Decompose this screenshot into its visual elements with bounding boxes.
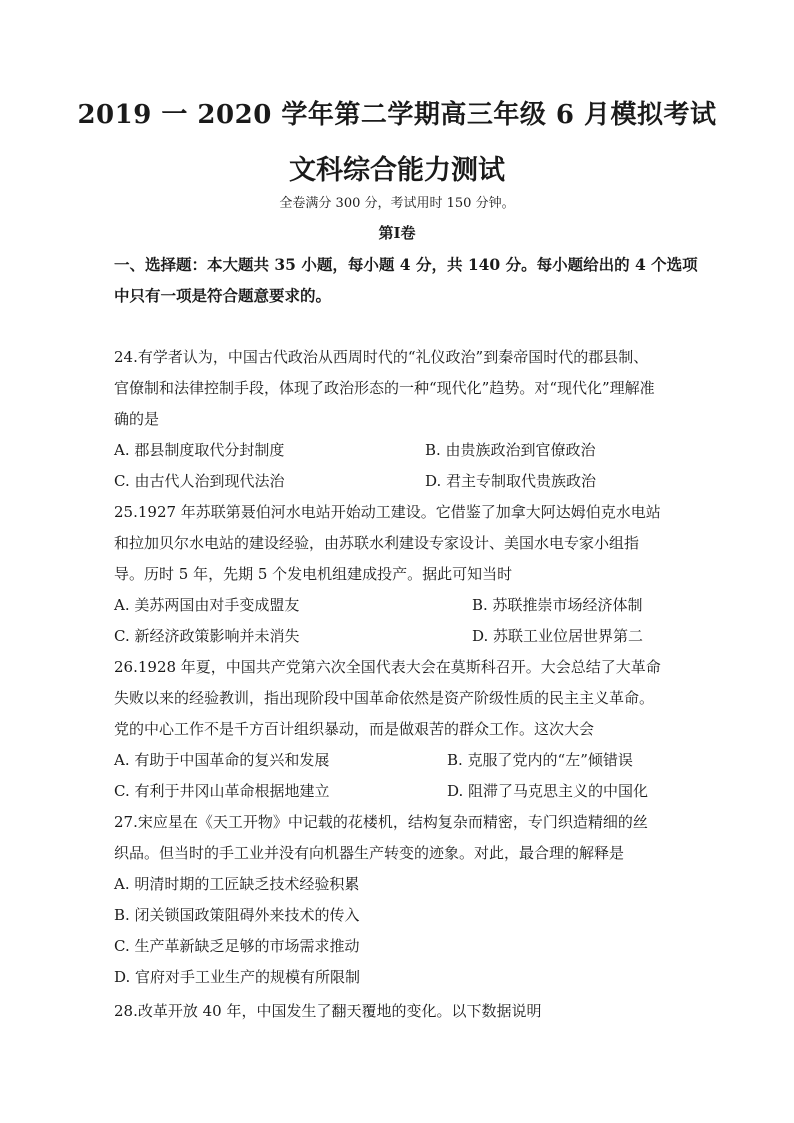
q24-text-line3: 确的是 <box>114 410 160 428</box>
exam-subtitle: 文科综合能力测试 <box>289 155 505 186</box>
q25-text-line1: 25.1927 年苏联第聂伯河水电站开始动工建设。它借鉴了加拿大阿达姆伯克水电站 <box>114 503 661 521</box>
q27-option-d: D. 官府对手工业生产的规模有所限制 <box>114 968 361 986</box>
q26-text-line1: 26.1928 年夏，中国共产党第六次全国代表大会在莫斯科召开。大会总结了大革命 <box>114 658 661 676</box>
q28-text-line1: 28.改革开放 40 年，中国发生了翻天覆地的变化。以下数据说明 <box>114 1002 542 1020</box>
q26-text-line3: 党的中心工作不是千方百计组织暴动，而是做艰苦的群众工作。这次大会 <box>114 720 595 738</box>
q25-option-a: A. 美苏两国由对手变成盟友 <box>114 596 300 614</box>
q25-text-line2: 和拉加贝尔水电站的建设经验，由苏联水利建设专家设计、美国水电专家小组指 <box>114 534 640 552</box>
q27-option-a: A. 明清时期的工匠缺乏技术经验积累 <box>114 875 360 893</box>
q26-option-a: A. 有助于中国革命的复兴和发展 <box>114 751 330 769</box>
q27-text-line2: 织品。但当时的手工业并没有向机器生产转变的迹象。对此，最合理的解释是 <box>114 844 625 862</box>
q27-text-line1: 27.宋应星在《天工开物》中记载的花楼机，结构复杂而精密，专门织造精细的丝 <box>114 813 648 831</box>
q24-option-d: D. 君主专制取代贵族政治 <box>425 472 597 490</box>
q24-text-line2: 官僚制和法律控制手段，体现了政治形态的一种“现代化”趋势。对“现代化”理解准 <box>114 379 655 397</box>
q24-option-c: C. 由古代人治到现代法治 <box>114 472 285 490</box>
q25-text-line3: 导。历时 5 年，先期 5 个发电机组建成投产。据此可知当时 <box>114 565 513 583</box>
exam-note: 全卷满分 300 分，考试用时 150 分钟。 <box>279 196 515 211</box>
q24-text-line1: 24.有学者认为，中国古代政治从西周时代的“礼仪政治”到秦帝国时代的郡县制、 <box>114 348 649 366</box>
section-instructions-line2: 中只有一项是符合题意要求的。 <box>114 286 332 305</box>
q26-option-b: B. 克服了党内的“左”倾错误 <box>447 751 633 769</box>
q24-option-b: B. 由贵族政治到官僚政治 <box>425 441 596 459</box>
q25-option-d: D. 苏联工业位居世界第二 <box>472 627 644 645</box>
q27-option-b: B. 闭关锁国政策阻碍外来技术的传入 <box>114 906 360 924</box>
q26-option-c: C. 有利于井冈山革命根据地建立 <box>114 782 330 800</box>
exam-title: 2019 一 2020 学年第二学期高三年级 6 月模拟考试 <box>77 100 717 130</box>
q25-option-c: C. 新经济政策影响并未消失 <box>114 627 300 645</box>
volume-heading: 第Ⅰ卷 <box>378 224 416 242</box>
q24-option-a: A. 郡县制度取代分封制度 <box>114 441 285 459</box>
q26-text-line2: 失败以来的经验教训，指出现阶段中国革命依然是资产阶级性质的民主主义革命。 <box>114 689 655 707</box>
q27-option-c: C. 生产革新缺乏足够的市场需求推动 <box>114 937 360 955</box>
section-instructions-line1: 一、选择题：本大题共 35 小题，每小题 4 分，共 140 分。每小题给出的 4 个选项 <box>114 255 698 274</box>
q25-option-b: B. 苏联推崇市场经济体制 <box>472 596 643 614</box>
q26-option-d: D. 阻滞了马克思主义的中国化 <box>447 782 649 800</box>
